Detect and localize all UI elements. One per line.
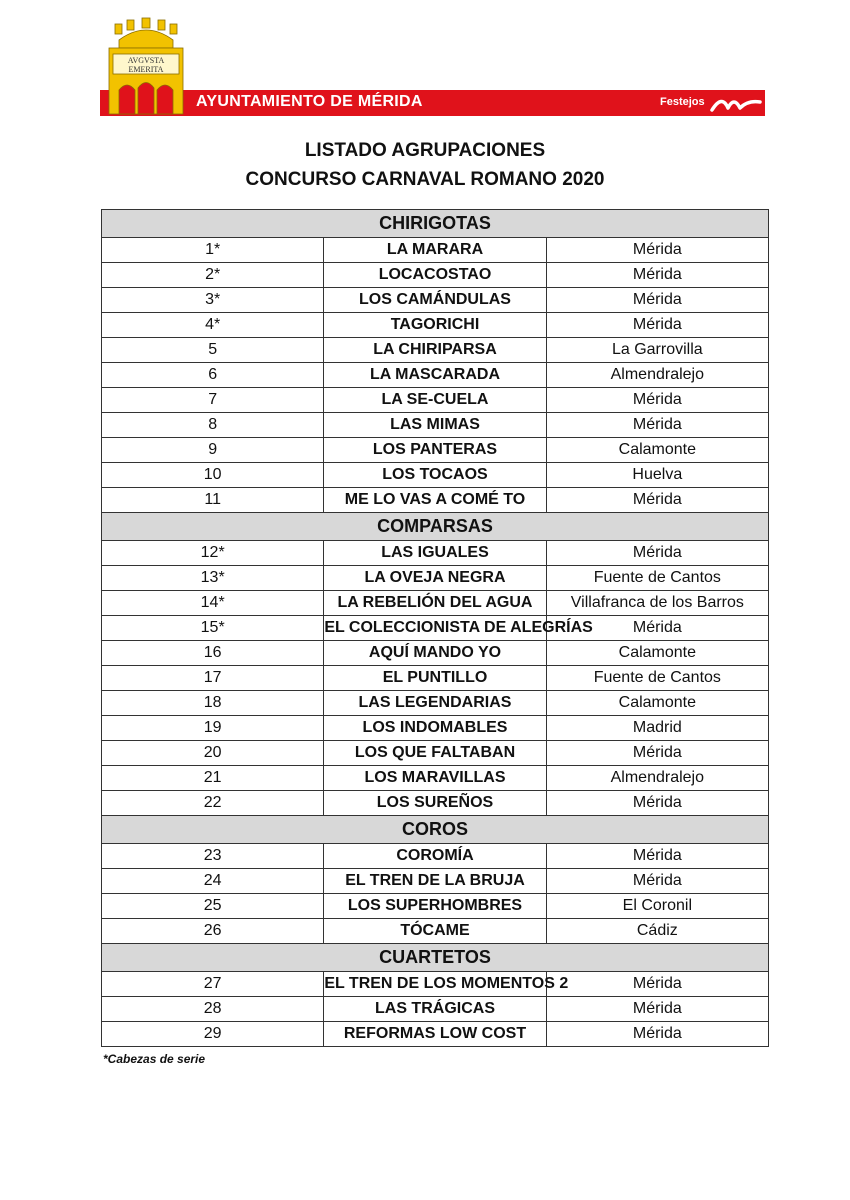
- group-number-cell: 18: [102, 691, 324, 716]
- letterhead: [0, 0, 850, 125]
- group-name-cell: AQUÍ MANDO YO: [324, 641, 546, 666]
- table-row: [102, 691, 769, 716]
- group-place-cell: Huelva: [546, 463, 768, 488]
- table-row: [102, 488, 769, 513]
- group-number-cell: 2*: [102, 263, 324, 288]
- group-name-cell: LOS QUE FALTABAN: [324, 741, 546, 766]
- group-place-cell: Almendralejo: [546, 363, 768, 388]
- section-header-row: [102, 944, 769, 972]
- group-name-cell: ME LO VAS A COMÉ TO: [324, 488, 546, 513]
- table-row: [102, 1022, 769, 1047]
- group-number-cell: 15*: [102, 616, 324, 641]
- table-row: [102, 869, 769, 894]
- group-number-cell: 9: [102, 438, 324, 463]
- table-row: [102, 894, 769, 919]
- section-header-row: [102, 513, 769, 541]
- group-place-cell: La Garrovilla: [546, 338, 768, 363]
- group-name-cell: LA MARARA: [324, 238, 546, 263]
- group-name-cell: EL COLECCIONISTA DE ALEGRÍAS: [324, 616, 546, 641]
- group-place-cell: Mérida: [546, 844, 768, 869]
- section-title: COMPARSAS: [102, 513, 769, 541]
- section-header-row: [102, 210, 769, 238]
- section-header-row: [102, 816, 769, 844]
- group-place-cell: Mérida: [546, 388, 768, 413]
- section-title: CHIRIGOTAS: [102, 210, 769, 238]
- table-row: [102, 766, 769, 791]
- table-row: [102, 338, 769, 363]
- table-row: [102, 919, 769, 944]
- table-row: [102, 388, 769, 413]
- group-place-cell: Mérida: [546, 488, 768, 513]
- table-row: [102, 616, 769, 641]
- group-name-cell: EL TREN DE LOS MOMENTOS 2: [324, 972, 546, 997]
- group-place-cell: Mérida: [546, 791, 768, 816]
- table-row: [102, 413, 769, 438]
- crest-motto-line1: AVGVSTA: [127, 56, 165, 65]
- group-number-cell: 21: [102, 766, 324, 791]
- group-name-cell: LOCACOSTAO: [324, 263, 546, 288]
- group-number-cell: 3*: [102, 288, 324, 313]
- group-place-cell: Calamonte: [546, 438, 768, 463]
- table-row: [102, 716, 769, 741]
- group-number-cell: 14*: [102, 591, 324, 616]
- table-row: [102, 972, 769, 997]
- group-number-cell: 6: [102, 363, 324, 388]
- group-name-cell: LAS MIMAS: [324, 413, 546, 438]
- group-place-cell: Villafranca de los Barros: [546, 591, 768, 616]
- group-name-cell: LOS SUPERHOMBRES: [324, 894, 546, 919]
- group-number-cell: 7: [102, 388, 324, 413]
- table-row: [102, 741, 769, 766]
- table-row: [102, 641, 769, 666]
- group-place-cell: Almendralejo: [546, 766, 768, 791]
- group-name-cell: LOS INDOMABLES: [324, 716, 546, 741]
- table-row: [102, 666, 769, 691]
- groups-table: [101, 209, 769, 1047]
- group-name-cell: LA CHIRIPARSA: [324, 338, 546, 363]
- group-number-cell: 4*: [102, 313, 324, 338]
- group-number-cell: 13*: [102, 566, 324, 591]
- group-name-cell: EL TREN DE LA BRUJA: [324, 869, 546, 894]
- group-name-cell: LOS PANTERAS: [324, 438, 546, 463]
- group-name-cell: TÓCAME: [324, 919, 546, 944]
- table-row: [102, 363, 769, 388]
- group-name-cell: LA MASCARADA: [324, 363, 546, 388]
- group-number-cell: 26: [102, 919, 324, 944]
- group-place-cell: Madrid: [546, 716, 768, 741]
- group-name-cell: LA OVEJA NEGRA: [324, 566, 546, 591]
- group-place-cell: Mérida: [546, 972, 768, 997]
- crest-motto-line2: EMERITA: [128, 65, 164, 74]
- group-name-cell: TAGORICHI: [324, 313, 546, 338]
- group-place-cell: Mérida: [546, 741, 768, 766]
- group-place-cell: Mérida: [546, 263, 768, 288]
- group-name-cell: EL PUNTILLO: [324, 666, 546, 691]
- group-name-cell: LAS LEGENDARIAS: [324, 691, 546, 716]
- table-row: [102, 238, 769, 263]
- city-crest-logo: [105, 18, 187, 116]
- group-place-cell: Cádiz: [546, 919, 768, 944]
- group-number-cell: 5: [102, 338, 324, 363]
- group-name-cell: LAS TRÁGICAS: [324, 997, 546, 1022]
- group-number-cell: 12*: [102, 541, 324, 566]
- group-name-cell: REFORMAS LOW COST: [324, 1022, 546, 1047]
- table-row: [102, 566, 769, 591]
- group-number-cell: 11: [102, 488, 324, 513]
- group-place-cell: Mérida: [546, 238, 768, 263]
- group-number-cell: 27: [102, 972, 324, 997]
- group-place-cell: Calamonte: [546, 691, 768, 716]
- group-name-cell: COROMÍA: [324, 844, 546, 869]
- organization-name: AYUNTAMIENTO DE MÉRIDA: [196, 93, 423, 110]
- group-place-cell: Calamonte: [546, 641, 768, 666]
- group-place-cell: Mérida: [546, 313, 768, 338]
- group-place-cell: Mérida: [546, 541, 768, 566]
- group-name-cell: LOS CAMÁNDULAS: [324, 288, 546, 313]
- group-number-cell: 29: [102, 1022, 324, 1047]
- group-name-cell: LOS MARAVILLAS: [324, 766, 546, 791]
- group-number-cell: 23: [102, 844, 324, 869]
- group-number-cell: 28: [102, 997, 324, 1022]
- group-name-cell: LA SE-CUELA: [324, 388, 546, 413]
- group-place-cell: Mérida: [546, 869, 768, 894]
- group-place-cell: Mérida: [546, 288, 768, 313]
- group-number-cell: 25: [102, 894, 324, 919]
- group-number-cell: 20: [102, 741, 324, 766]
- table-row: [102, 997, 769, 1022]
- department-name: Festejos: [660, 96, 705, 108]
- group-number-cell: 1*: [102, 238, 324, 263]
- group-place-cell: Fuente de Cantos: [546, 566, 768, 591]
- group-number-cell: 19: [102, 716, 324, 741]
- document-subtitle: CONCURSO CARNAVAL ROMANO 2020: [245, 169, 605, 190]
- document-title: LISTADO AGRUPACIONES: [304, 140, 546, 161]
- group-place-cell: Mérida: [546, 1022, 768, 1047]
- group-number-cell: 24: [102, 869, 324, 894]
- table-row: [102, 463, 769, 488]
- footnote: *Cabezas de serie: [103, 1052, 206, 1066]
- group-name-cell: LA REBELIÓN DEL AGUA: [324, 591, 546, 616]
- section-title: CUARTETOS: [102, 944, 769, 972]
- group-number-cell: 10: [102, 463, 324, 488]
- table-row: [102, 438, 769, 463]
- group-name-cell: LOS SUREÑOS: [324, 791, 546, 816]
- group-number-cell: 8: [102, 413, 324, 438]
- group-number-cell: 22: [102, 791, 324, 816]
- group-name-cell: LOS TOCAOS: [324, 463, 546, 488]
- group-number-cell: 17: [102, 666, 324, 691]
- group-place-cell: Fuente de Cantos: [546, 666, 768, 691]
- section-title: COROS: [102, 816, 769, 844]
- table-row: [102, 541, 769, 566]
- table-row: [102, 591, 769, 616]
- group-number-cell: 16: [102, 641, 324, 666]
- table-row: [102, 791, 769, 816]
- table-row: [102, 288, 769, 313]
- table-row: [102, 313, 769, 338]
- group-place-cell: Mérida: [546, 997, 768, 1022]
- group-name-cell: LAS IGUALES: [324, 541, 546, 566]
- group-place-cell: Mérida: [546, 616, 768, 641]
- table-row: [102, 263, 769, 288]
- festejos-logo-icon: [708, 92, 764, 114]
- group-place-cell: El Coronil: [546, 894, 768, 919]
- table-row: [102, 844, 769, 869]
- group-place-cell: Mérida: [546, 413, 768, 438]
